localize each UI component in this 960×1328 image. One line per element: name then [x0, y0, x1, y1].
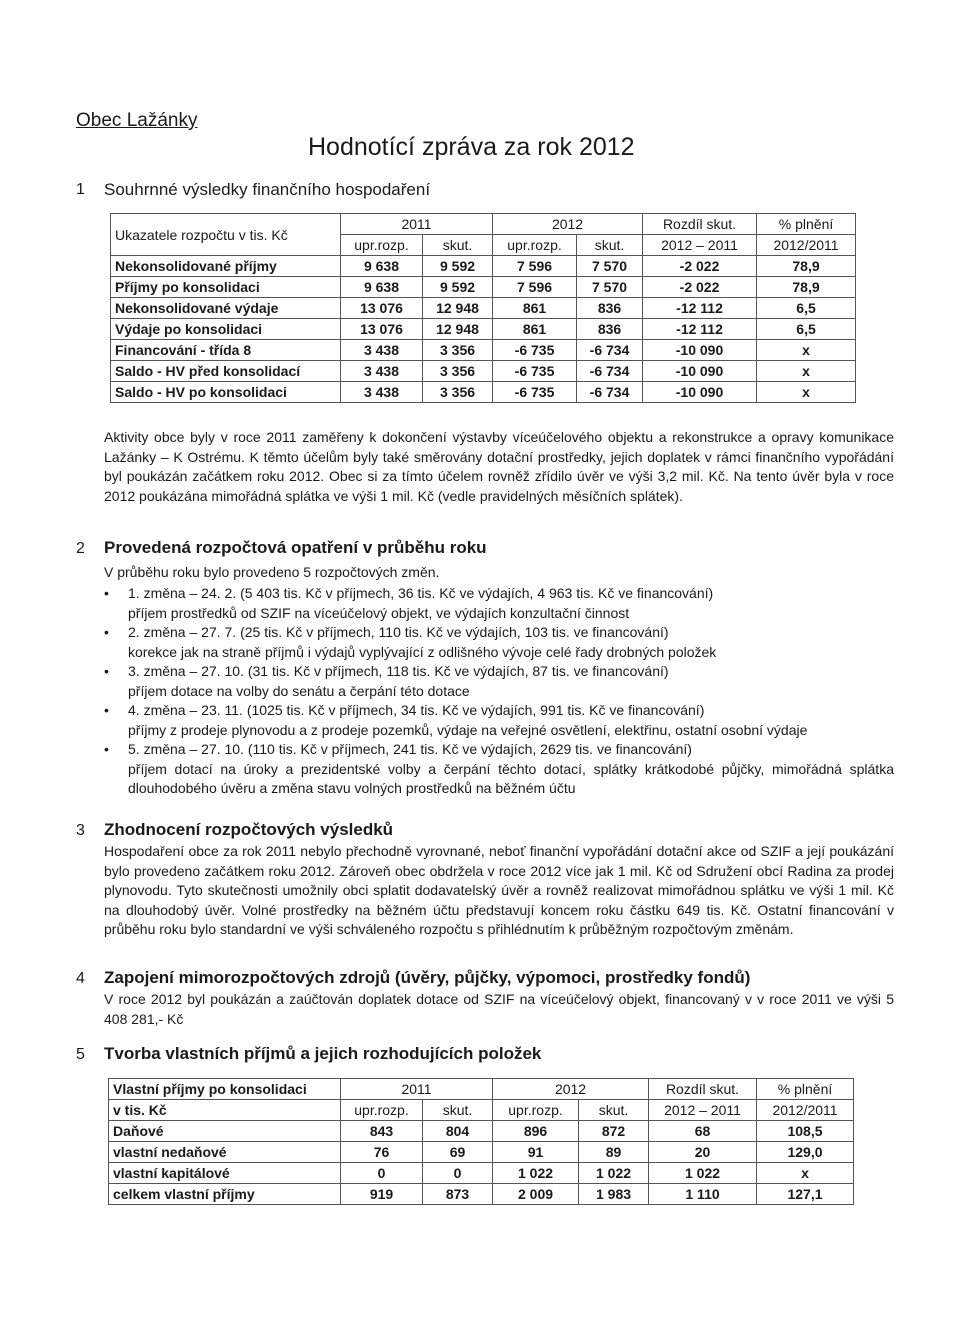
table-cell: -6 734: [577, 382, 643, 403]
header-difference: Rozdíl skut.: [643, 214, 757, 235]
table-cell: 9 638: [341, 256, 423, 277]
row-label: Nekonsolidované výdaje: [111, 298, 341, 319]
row-label: Příjmy po konsolidaci: [111, 277, 341, 298]
table-cell: 7 570: [577, 256, 643, 277]
table-cell: 12 948: [423, 298, 493, 319]
budget-results-table: [110, 213, 856, 403]
table-cell: 108,5: [757, 1121, 854, 1142]
section-2-intro: V průběhu roku bylo provedeno 5 rozpočtových změn.: [104, 564, 440, 580]
list-item: [104, 584, 894, 623]
section-4-number: 4: [76, 970, 85, 987]
own-revenue-table: [108, 1078, 854, 1205]
table-cell: 9 592: [423, 277, 493, 298]
table-cell: -12 112: [643, 319, 757, 340]
table-header-row: [111, 214, 856, 235]
section-1-paragraph: Aktivity obce byly v roce 2011 zaměřeny k dokončení výstavby víceúčelového objektu a rekonstrukce a opravy komunikace Lažánky – K Ostrému. K těmto účelům byly také směrovány dotační prostředky, jejich doplatek v rámci finančního vypořádání byl poukázán začátkem roku 2012. Obec si za tímto účelem rovněž zřídilo úvěr ve výši 3,2 mil. Kč. Na tento úvěr byla v roce 2012 poukázána mimořádná splátka ve výši 1 mil. Kč (vedle pravidelných měsíčních splátek).: [104, 429, 894, 504]
section-3-number: 3: [76, 822, 85, 839]
table-row: [111, 298, 856, 319]
table-cell: 0: [341, 1163, 423, 1184]
table-subheader-row: [109, 1100, 854, 1121]
bullet-icon: •: [104, 585, 109, 601]
row-label: vlastní kapitálové: [109, 1163, 341, 1184]
table-cell: 12 948: [423, 319, 493, 340]
list-item: [104, 623, 894, 662]
table-cell: 804: [423, 1121, 493, 1142]
header-percent: % plnění: [757, 214, 856, 235]
section-3-paragraph: Hospodaření obce za rok 2011 nebylo přechodně vyrovnané, neboť finanční vypořádání dotační akce od SZIF a její poukázání bylo provedeno začátkem roku 2012. Zároveň obec obdržela v roce 2012 více jak 1 mil. Kč od Sdružení obcí Radina za prodej plynovodu. Tyto skutečnosti umožnily obci splatit dodavatelský úvěr a rovněž realizovat mimořádnou splátku ve výši 1 mil. Kč na dlouhodobý úvěr. Volné prostředky na běžném účtu představují koncem roku částku 649 tis. Kč. Ostatní financování v průběhu roku bylo standardní ve výši schváleného rozpočtu s přihlédnutím k průběžným rozpočtovým změnám.: [104, 843, 894, 937]
table-cell: 836: [577, 298, 643, 319]
change-detail: příjem dotace na volby do senátu a čerpání této dotace: [128, 682, 470, 699]
row-label: Saldo - HV po konsolidaci: [111, 382, 341, 403]
table-cell: 872: [579, 1121, 649, 1142]
table-cell: 78,9: [757, 277, 856, 298]
section-4-heading: Zapojení mimorozpočtových zdrojů (úvěry, půjčky, výpomoci, prostředky fondů): [104, 968, 751, 987]
table-row: [109, 1121, 854, 1142]
budget-changes-list: [104, 584, 894, 799]
subheader-cell: upr.rozp.: [493, 1100, 579, 1121]
table-cell: 3 438: [341, 361, 423, 382]
table-cell: -6 735: [493, 382, 577, 403]
section-1-number: 1: [76, 181, 85, 198]
subheader-cell: skut.: [577, 235, 643, 256]
table-header-row: [109, 1079, 854, 1100]
table-cell: -6 735: [493, 340, 577, 361]
table-cell: 9 638: [341, 277, 423, 298]
table-cell: 1 022: [579, 1163, 649, 1184]
change-title: 1. změna – 24. 2. (5 403 tis. Kč v příjmech, 36 tis. Kč ve výdajích, 4 963 tis. Kč ve financování): [128, 585, 714, 601]
table-row: [111, 340, 856, 361]
table-cell: x: [757, 382, 856, 403]
list-item: [104, 662, 894, 701]
bullet-icon: •: [104, 741, 109, 757]
table-cell: 7 570: [577, 277, 643, 298]
table-cell: -12 112: [643, 298, 757, 319]
table-cell: 6,5: [757, 319, 856, 340]
table-cell: 6,5: [757, 298, 856, 319]
table-cell: 919: [341, 1184, 423, 1205]
table-cell: -10 090: [643, 382, 757, 403]
table-cell: 76: [341, 1142, 423, 1163]
bullet-icon: •: [104, 663, 109, 679]
section-2-number: 2: [76, 540, 85, 557]
subheader-cell: skut.: [423, 235, 493, 256]
table-cell: -2 022: [643, 256, 757, 277]
list-item: [104, 740, 894, 799]
table-cell: -6 734: [577, 361, 643, 382]
table-cell: 89: [579, 1142, 649, 1163]
table-cell: 7 596: [493, 256, 577, 277]
subheader-cell: 2012 – 2011: [643, 235, 757, 256]
table-cell: 3 356: [423, 361, 493, 382]
table-cell: 129,0: [757, 1142, 854, 1163]
table-cell: 20: [649, 1142, 757, 1163]
change-title: 5. změna – 27. 10. (110 tis. Kč v příjmech, 241 tis. Kč ve výdajích, 2629 tis. ve financování): [128, 741, 692, 757]
table-cell: -6 734: [577, 340, 643, 361]
table-row: [111, 382, 856, 403]
row-label: celkem vlastní příjmy: [109, 1184, 341, 1205]
report-title: Hodnotící zpráva za rok 2012: [308, 133, 635, 161]
row-label: vlastní nedaňové: [109, 1142, 341, 1163]
change-detail: příjmy z prodeje plynovodu a z prodeje pozemků, výdaje na veřejné osvětlení, elektřinu, ostatní osobní výdaje: [128, 721, 808, 738]
table-cell: 127,1: [757, 1184, 854, 1205]
table-row: [109, 1163, 854, 1184]
subheader-cell: 2012/2011: [757, 1100, 854, 1121]
header-year-2011: 2011: [341, 1079, 493, 1100]
table-row: [111, 361, 856, 382]
list-item: [104, 701, 894, 740]
table-cell: 3 438: [341, 382, 423, 403]
row-label: Výdaje po konsolidaci: [111, 319, 341, 340]
section-5-number: 5: [76, 1046, 85, 1063]
table-cell: 91: [493, 1142, 579, 1163]
subheader-cell: skut.: [579, 1100, 649, 1121]
table-cell: 1 983: [579, 1184, 649, 1205]
row-label: Nekonsolidované příjmy: [111, 256, 341, 277]
table-cell: 836: [577, 319, 643, 340]
table-cell: -10 090: [643, 340, 757, 361]
subheader-cell: 2012/2011: [757, 235, 856, 256]
table-cell: 873: [423, 1184, 493, 1205]
change-title: 3. změna – 27. 10. (31 tis. Kč v příjmech, 118 tis. Kč ve výdajích, 87 tis. ve financování): [128, 663, 669, 679]
table-cell: 78,9: [757, 256, 856, 277]
change-title: 4. změna – 23. 11. (1025 tis. Kč v příjmech, 34 tis. Kč ve výdajích, 991 tis. Kč ve financování): [128, 702, 705, 718]
table-cell: 69: [423, 1142, 493, 1163]
table-cell: 3 438: [341, 340, 423, 361]
row-label: Saldo - HV před konsolidací: [111, 361, 341, 382]
municipality-name: Obec Lažánky: [76, 110, 198, 131]
row-label: Daňové: [109, 1121, 341, 1142]
table-row: [111, 277, 856, 298]
table-cell: 861: [493, 298, 577, 319]
table-cell: 1 022: [493, 1163, 579, 1184]
header-year-2012: 2012: [493, 1079, 649, 1100]
table-corner-label: Vlastní příjmy po konsolidaci: [109, 1079, 341, 1100]
section-4-paragraph: V roce 2012 byl poukázán a zaúčtován doplatek dotace od SZIF na víceúčelový objekt, financovaný v v roce 2011 ve výši 5 408 281,- Kč: [104, 991, 894, 1027]
table-row: [109, 1184, 854, 1205]
table-cell: x: [757, 361, 856, 382]
table-cell: -10 090: [643, 361, 757, 382]
table-cell: x: [757, 1163, 854, 1184]
table-cell: 861: [493, 319, 577, 340]
header-year-2011: 2011: [341, 214, 493, 235]
table-cell: 13 076: [341, 298, 423, 319]
table-cell: -2 022: [643, 277, 757, 298]
bullet-icon: •: [104, 702, 109, 718]
table-cell: 843: [341, 1121, 423, 1142]
table-row: [111, 256, 856, 277]
header-difference: Rozdíl skut.: [649, 1079, 757, 1100]
change-title: 2. změna – 27. 7. (25 tis. Kč v příjmech, 110 tis. Kč ve výdajích, 103 tis. ve financování): [128, 624, 669, 640]
row-label: Financování - třída 8: [111, 340, 341, 361]
section-1-heading: Souhrnné výsledky finančního hospodaření: [104, 180, 431, 199]
table-cell: 2 009: [493, 1184, 579, 1205]
table-cell: 9 592: [423, 256, 493, 277]
table-row: [109, 1142, 854, 1163]
section-3-heading: Zhodnocení rozpočtových výsledků: [104, 820, 394, 839]
section-2-heading: Provedená rozpočtová opatření v průběhu roku: [104, 538, 487, 557]
subheader-cell: 2012 – 2011: [649, 1100, 757, 1121]
table-cell: 896: [493, 1121, 579, 1142]
table-cell: x: [757, 340, 856, 361]
change-detail: příjem dotací na úroky a prezidentské volby a čerpání těchto dotací, splátky krátkodobé půjčky, mimořádná splátka dlouhodobého úvěru a změna stavu volných prostředků na běžném účtu: [128, 760, 894, 796]
table-cell: 68: [649, 1121, 757, 1142]
subheader-cell: upr.rozp.: [493, 235, 577, 256]
table-unit-label: v tis. Kč: [109, 1100, 341, 1121]
table-cell: 7 596: [493, 277, 577, 298]
subheader-cell: upr.rozp.: [341, 235, 423, 256]
table-cell: 0: [423, 1163, 493, 1184]
header-percent: % plnění: [757, 1079, 854, 1100]
subheader-cell: upr.rozp.: [341, 1100, 423, 1121]
bullet-icon: •: [104, 624, 109, 640]
section-5-heading: Tvorba vlastních příjmů a jejich rozhodujících položek: [104, 1044, 542, 1063]
table-cell: 3 356: [423, 340, 493, 361]
table-cell: 13 076: [341, 319, 423, 340]
header-year-2012: 2012: [493, 214, 643, 235]
table-cell: 1 022: [649, 1163, 757, 1184]
table-cell: -6 735: [493, 361, 577, 382]
table-cell: 1 110: [649, 1184, 757, 1205]
table-corner-label: Ukazatele rozpočtu v tis. Kč: [111, 214, 341, 256]
table-row: [111, 319, 856, 340]
change-detail: příjem prostředků od SZIF na víceúčelový objekt, ve výdajích konzultační činnost: [128, 604, 630, 621]
subheader-cell: skut.: [423, 1100, 493, 1121]
change-detail: korekce jak na straně příjmů i výdajů vyplývající z odlišného vývoje celé řady drobných položek: [128, 643, 717, 660]
table-cell: 3 356: [423, 382, 493, 403]
